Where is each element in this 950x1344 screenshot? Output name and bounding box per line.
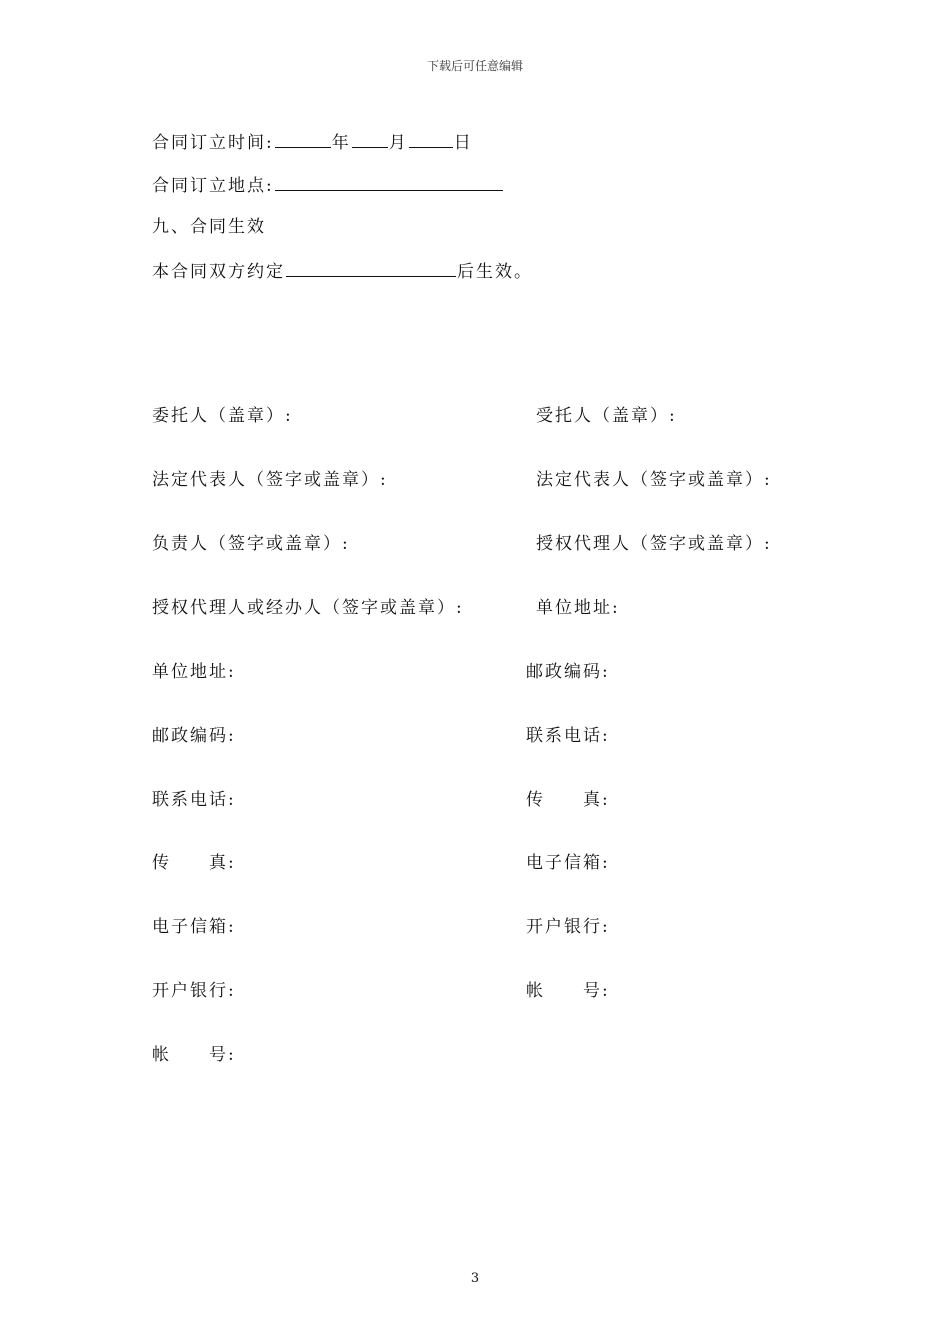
contract-place-line [152,172,504,196]
contract-time-line [152,129,473,153]
right-account-char2: 号: [583,981,610,1001]
left-address: 单位地址: [152,662,236,682]
place-blank[interactable] [275,172,503,191]
month-blank[interactable] [352,129,388,148]
contract-place-label: 合同订立地点: [152,176,274,196]
left-fax-char: 传 [152,853,171,873]
effect-condition-blank[interactable] [286,258,456,277]
left-account-char: 帐 [152,1045,171,1065]
contract-time-label: 合同订立时间: [152,133,274,153]
right-fax [526,788,610,812]
right-fax-char2: 真: [583,790,610,810]
left-agent: 授权代理人或经办人（签字或盖章）: [152,598,464,618]
right-account-char: 帐 [526,981,545,1001]
section-9-title: 九、合同生效 [152,217,266,237]
left-principal-seal: 委托人（盖章）: [152,406,293,426]
section-9-text [152,258,533,282]
right-legal-rep: 法定代表人（签字或盖章）: [536,470,772,490]
day-blank[interactable] [409,129,453,148]
right-bank: 开户银行: [526,917,610,937]
day-label: 日 [453,133,473,153]
effect-text-after: 后生效。 [457,262,533,282]
left-bank: 开户银行: [152,981,236,1001]
year-label: 年 [331,133,351,153]
right-email: 电子信箱: [526,853,610,873]
right-agent: 授权代理人（签字或盖章）: [536,534,772,554]
left-responsible-person: 负责人（签字或盖章）: [152,534,350,554]
right-phone: 联系电话: [526,726,610,746]
left-account-char2: 号: [209,1045,236,1065]
page-number: 3 [470,1271,480,1286]
month-label: 月 [388,133,408,153]
right-address: 单位地址: [536,598,620,618]
left-fax [152,851,236,875]
year-blank[interactable] [275,129,331,148]
left-phone: 联系电话: [152,790,236,810]
right-fax-char: 传 [526,790,545,810]
left-fax-char2: 真: [209,853,236,873]
right-trustee-seal: 受托人（盖章）: [536,406,677,426]
right-account [526,979,610,1003]
right-postcode: 邮政编码: [526,662,610,682]
left-legal-rep: 法定代表人（签字或盖章）: [152,470,388,490]
left-postcode: 邮政编码: [152,726,236,746]
effect-text-before: 本合同双方约定 [152,262,285,282]
left-account [152,1043,236,1067]
page-header: 下载后可任意编辑 [426,59,523,73]
left-email: 电子信箱: [152,917,236,937]
